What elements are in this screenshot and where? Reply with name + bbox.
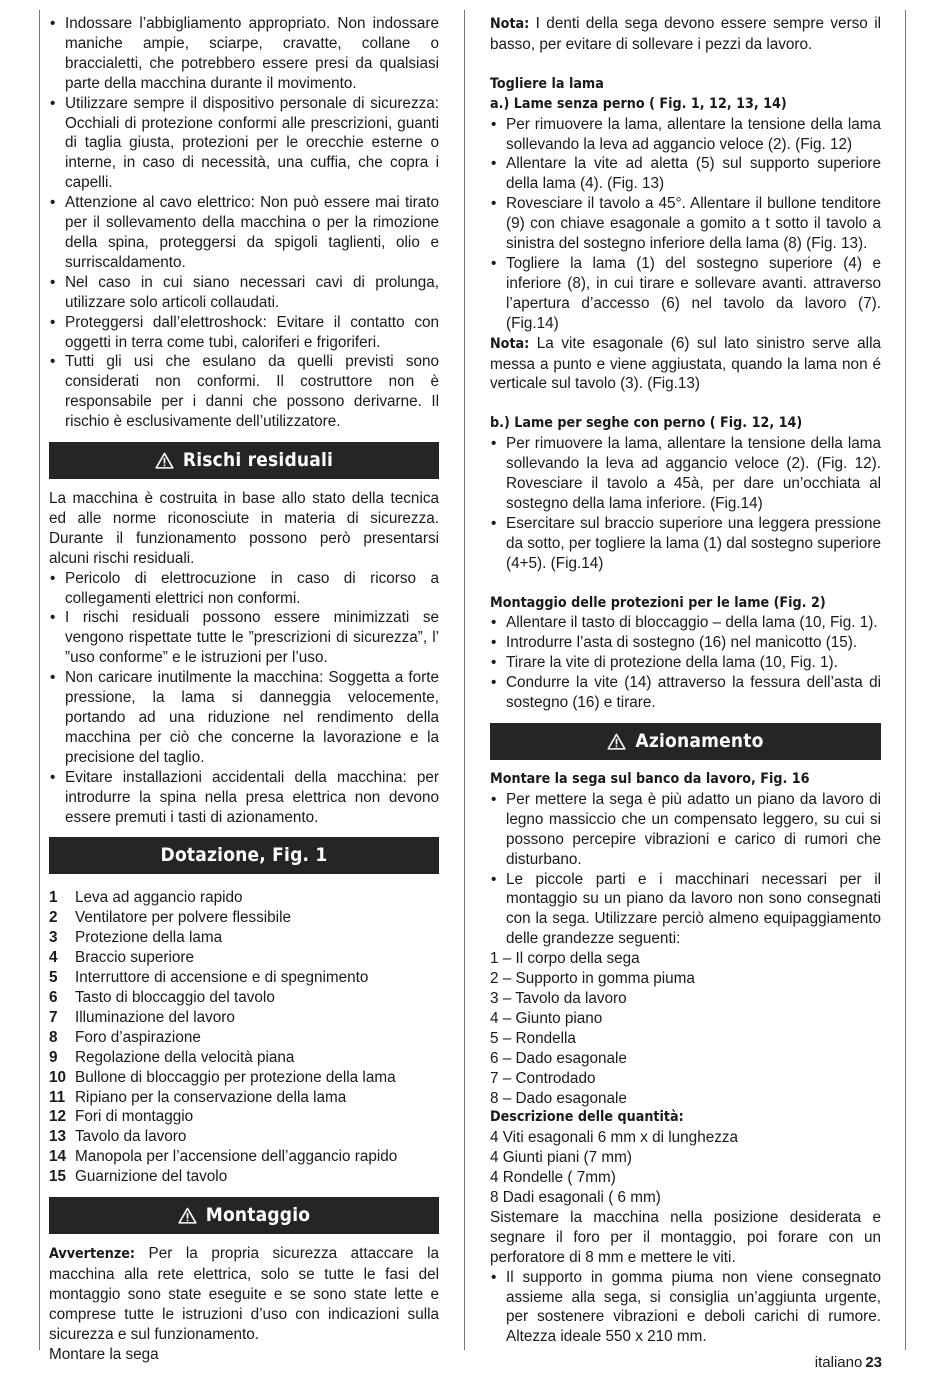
remove-blade-subtitle-a: a.) Lame senza perno ( Fig. 1, 12, 13, 14) <box>490 95 787 112</box>
page-footer <box>815 1354 882 1371</box>
section-heading-text: Azionamento <box>635 729 764 752</box>
item-label: Tasto di bloccaggio del tavolo <box>75 988 275 1006</box>
note-text: La vite esagonale (6) sul lato sinistro serve alla messa a punto e viene aggiustata, quando la lama non é verticale sul tavolo (3). (Fig.13) <box>490 334 881 393</box>
equipment-item <box>49 1068 439 1088</box>
equipment-item <box>49 908 439 928</box>
equipment-item <box>49 1048 439 1068</box>
list-item: • Proteggersi dall’elettroshock: Evitare il contatto con oggetti in terra come tubi, caloriferi e frigoriferi. <box>49 313 439 353</box>
quantity-line: 4 Rondelle ( 7mm) <box>490 1169 616 1187</box>
list-item: • Introdurre l’asta di sostegno (16) nel manicotto (15). <box>490 633 881 653</box>
equipment-item <box>49 988 439 1008</box>
assembly-warning <box>49 1244 439 1345</box>
item-label: Interruttore di accensione e di spegnimento <box>75 969 369 987</box>
residual-intro: La macchina è costruita in base allo stato della tecnica ed alle norme riconosciute in materia di sicurezza. Durante il funzionamento possono però presentarsi alcuni rischi residuali. <box>49 490 439 567</box>
equipment-item <box>49 1008 439 1028</box>
part-line: 7 – Controdado <box>490 1069 596 1087</box>
item-number: 14 <box>49 1148 67 1166</box>
quantities-title: Descrizione delle quantità: <box>490 1109 684 1126</box>
list-item: • Allentare il tasto di bloccaggio – della lama (10, Fig. 1). <box>490 613 881 633</box>
list-item: • Rovesciare il tavolo a 45°. Allentare il bullone tenditore (9) con chiave esagonale a gomito a t sotto il tavolo a sinistra del sostegno inferiore della lama (8) (Fig. 13). <box>490 194 881 254</box>
equipment-item <box>49 1127 439 1147</box>
section-heading-operation <box>490 723 881 760</box>
guards-bullets <box>490 613 881 713</box>
list-item: • Per rimuovere la lama, allentare la tensione della lama sollevando la leva ad aggancio veloce (2). (Fig. 12) <box>490 115 881 155</box>
quantity-line: 8 Dadi esagonali ( 6 mm) <box>490 1189 661 1207</box>
spacer <box>490 55 881 75</box>
parts-list <box>490 949 881 1108</box>
item-label: Protezione della lama <box>75 929 223 947</box>
quantity-line: 4 Viti esagonali 6 mm x di lunghezza <box>490 1129 739 1147</box>
right-margin-rule <box>905 10 906 1350</box>
section-heading-residual-risks <box>49 442 439 479</box>
item-label: Illuminazione del lavoro <box>75 1008 235 1026</box>
section-heading-text: Montaggio <box>205 1203 311 1226</box>
section-heading-assembly <box>49 1197 439 1234</box>
operation-subtitle: Montare la sega sul banco da lavoro, Fig. 16 <box>490 771 810 787</box>
equipment-item <box>49 1088 439 1108</box>
part-line: 8 – Dado esagonale <box>490 1089 627 1107</box>
list-item: • Attenzione al cavo elettrico: Non può essere mai tirato per il sollevamento della macchina o per la rimozione della spina, proteggersi da spigoli taglienti, olio e surriscaldamento. <box>49 193 439 273</box>
note-top <box>490 14 881 55</box>
list-item: • Evitare installazioni accidentali della macchina: per introdurre la spina nella presa elettrica non devono essere premuti i tasti di azionamento. <box>49 768 439 828</box>
item-number: 7 <box>49 1008 58 1026</box>
spacer <box>490 574 881 594</box>
item-number: 5 <box>49 969 58 987</box>
list-item: • Allentare la vite ad aletta (5) sul supporto superiore della lama (4). (Fig. 13) <box>490 154 881 194</box>
part-line: 2 – Supporto in gomma piuma <box>490 970 695 988</box>
list-item: • Per mettere la sega è più adatto un piano da lavoro di legno massiccio che un compensato leggero, su cui si possono percepire vibrazioni e carico di rumori che disturbano. <box>490 790 881 870</box>
remove-blade-note <box>490 334 881 395</box>
list-item: • Togliere la lama (1) del sostegno superiore (4) e inferiore (8), in cui tirare e sollevare avanti. attraverso l’apertura d’accesso (6) nel tavolo da lavoro (7). (Fig.14) <box>490 254 881 334</box>
item-label: Tavolo da lavoro <box>75 1128 187 1146</box>
item-label: Braccio superiore <box>75 949 195 967</box>
equipment-item <box>49 1167 439 1187</box>
list-item: • I rischi residuali possono essere minimizzati se vengono rispettate tutte le ”prescrizioni di sicurezza”, l’ ”uso conforme” e le istruzioni per l’uso. <box>49 608 439 668</box>
equipment-item <box>49 1147 439 1167</box>
list-item: • Nel caso in cui siano necessari cavi di prolunga, utilizzare solo articoli collaudati. <box>49 273 439 313</box>
list-item: • Tutti gli usi che esulano da quelli previsti sono considerati non conformi. Il costruttore non è responsabile per i danni che possono derivarne. Il rischio è esclusivamente dell’utilizzatore. <box>49 352 439 432</box>
page-number: 23 <box>865 1354 882 1371</box>
part-line: 4 – Giunto piano <box>490 1009 603 1027</box>
remove-blade-bullets-a <box>490 115 881 334</box>
remove-blade-subtitle-b: b.) Lame per seghe con perno ( Fig. 12, 14) <box>490 415 803 432</box>
safety-bullets <box>49 14 439 432</box>
note-label: Nota: <box>490 335 530 352</box>
warning-triangle-icon <box>155 452 174 469</box>
equipment-list <box>49 888 439 1187</box>
list-item: • Pericolo di elettrocuzione in caso di ricorso a collegamenti elettrici non conformi. <box>49 569 439 609</box>
list-item: • Le piccole parti e i macchinari necessari per il montaggio su un piano da lavoro non sono consegnati con la sega. Utilizzare perciò almeno equipaggiamento delle grandezze seguenti: <box>490 870 881 950</box>
warning-triangle-icon <box>178 1207 197 1224</box>
part-line: 6 – Dado esagonale <box>490 1049 627 1067</box>
left-column <box>49 14 439 1364</box>
part-line: 3 – Tavolo da lavoro <box>490 989 627 1007</box>
list-item: • Non caricare inutilmente la macchina: Soggetta a forte pressione, la lama si danneggia velocemente, portando ad una riduzione nel rendimento della macchina per ciò che concerne la lavorazione e la precisione del taglio. <box>49 668 439 768</box>
note-text: I denti della sega devono essere sempre verso il basso, per evitare di sollevare i pezzi da lavoro. <box>490 15 881 53</box>
item-label: Leva ad aggancio rapido <box>75 889 243 907</box>
section-heading-text: Dotazione, Fig. 1 <box>160 843 328 866</box>
warning-triangle-icon <box>607 733 626 750</box>
item-number: 2 <box>49 909 58 927</box>
item-number: 4 <box>49 949 58 967</box>
quantities-list <box>490 1128 881 1208</box>
residual-bullets <box>49 569 439 828</box>
final-bullets <box>490 1268 881 1348</box>
item-number: 3 <box>49 929 58 947</box>
warning-label: Avvertenze: <box>49 1246 136 1263</box>
equipment-item <box>49 1028 439 1048</box>
item-number: 13 <box>49 1128 67 1146</box>
item-label: Guarnizione del tavolo <box>75 1168 228 1186</box>
item-number: 8 <box>49 1028 58 1046</box>
operation-bullets <box>490 790 881 949</box>
item-label: Bullone di bloccaggio per protezione della lama <box>75 1068 396 1086</box>
list-item: • Il supporto in gomma piuma non viene consegnato assieme alla sega, si consiglia un’aggiunta urgente, per sostenere vibrazioni e deboli carichi di rumore. Altezza ideale 550 x 210 mm. <box>490 1268 881 1348</box>
placement-text: Sistemare la macchina nella posizione desiderata e segnare il foro per il montaggio, poi forare con un perforatore di 8 mm e mettere le viti. <box>490 1208 881 1266</box>
item-number: 12 <box>49 1108 67 1126</box>
remove-blade-bullets-b <box>490 434 881 573</box>
equipment-item <box>49 928 439 948</box>
part-line: 5 – Rondella <box>490 1029 576 1047</box>
list-item: • Indossare l’abbigliamento appropriato. Non indossare maniche ampie, sciarpe, cravatte, collane o braccialetti, che potrebbero essere presi da qualsiasi parte della macchina durante il movimento. <box>49 14 439 94</box>
item-label: Ventilatore per polvere flessibile <box>75 909 291 927</box>
column-divider <box>464 10 465 1350</box>
list-item: • Tirare la vite di protezione della lama (10, Fig. 1). <box>490 653 881 673</box>
item-label: Ripiano per la conservazione della lama <box>75 1088 347 1106</box>
note-label: Nota: <box>490 16 530 32</box>
right-column <box>490 14 881 1347</box>
item-number: 9 <box>49 1048 58 1066</box>
item-number: 1 <box>49 889 58 907</box>
item-number: 6 <box>49 988 58 1006</box>
warning-text: Per la propria sicurezza attaccare la macchina alla rete elettrica, solo se tutte le fasi del montaggio sono state eseguite e se sono state lette e comprese tutte le istruzioni d’uso con indicazioni sulla sicurezza e sul funzionamento. <box>49 1245 439 1343</box>
guards-title: Montaggio delle protezioni per le lame (Fig. 2) <box>490 594 826 611</box>
equipment-item <box>49 968 439 988</box>
equipment-item <box>49 888 439 908</box>
item-label: Foro d’aspirazione <box>75 1028 201 1046</box>
footer-language: italiano <box>814 1354 863 1371</box>
part-line: 1 – Il corpo della sega <box>490 950 640 968</box>
section-heading-text: Rischi residuali <box>182 448 334 471</box>
item-number: 11 <box>49 1088 66 1106</box>
quantity-line: 4 Giunti piani (7 mm) <box>490 1149 632 1167</box>
equipment-item <box>49 948 439 968</box>
item-number: 10 <box>49 1068 67 1086</box>
section-heading-equipment <box>49 837 439 874</box>
item-label: Fori di montaggio <box>75 1108 194 1126</box>
left-margin-rule <box>39 10 40 1350</box>
item-label: Manopola per l’accensione dell’aggancio rapido <box>75 1148 398 1166</box>
list-item: • Condurre la vite (14) attraverso la fessura dell’asta di sostegno (16) e tirare. <box>490 673 881 713</box>
list-item: • Per rimuovere la lama, allentare la tensione della lama sollevando la leva ad aggancio veloce (2). (Fig. 12). Rovesciare il tavolo a 45à, per dare un’occhiata al sostegno della lama inferiore. (Fig.14) <box>490 434 881 514</box>
assembly-last-line: Montare la sega <box>49 1345 159 1363</box>
list-item: • Esercitare sul braccio superiore una leggera pressione da sotto, per togliere la lama (1) dal sostegno superiore (4+5). (Fig.14) <box>490 514 881 574</box>
item-number: 15 <box>49 1168 67 1186</box>
list-item: • Utilizzare sempre il dispositivo personale di sicurezza: Occhiali di protezione conformi alle prescrizioni, guanti di taglia giusta, protezioni per le orecchie esterne o interne, in caso di necessità, una cuffia, che copra i capelli. <box>49 94 439 194</box>
remove-blade-title: Togliere la lama <box>490 75 604 92</box>
spacer <box>490 394 881 414</box>
item-label: Regolazione della velocità piana <box>75 1048 295 1066</box>
equipment-item <box>49 1107 439 1127</box>
